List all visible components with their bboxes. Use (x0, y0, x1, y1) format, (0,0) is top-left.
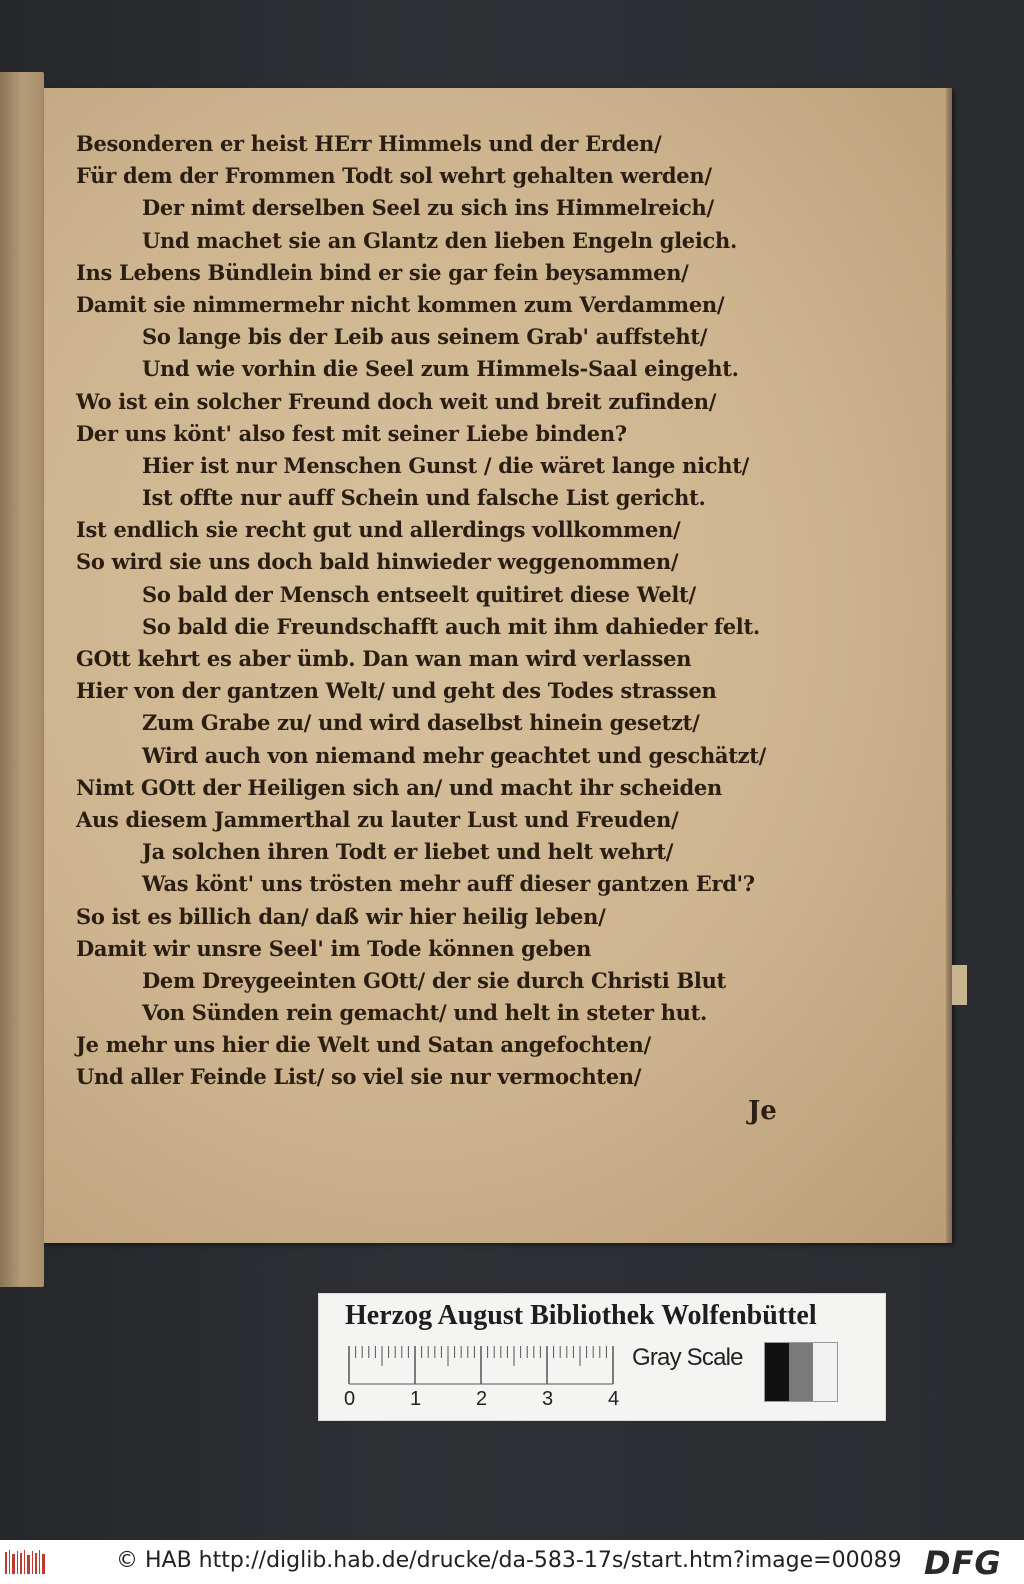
ruler-label: 3 (542, 1388, 554, 1410)
gray-scale-swatches (764, 1342, 838, 1402)
poem-line: Je mehr uns hier die Welt und Satan angefochten/ (76, 1032, 651, 1058)
poem-line: So bald der Mensch entseelt quitiret diese Welt/ (142, 581, 696, 607)
poem-line: So bald die Freundschafft auch mit ihm dahieder felt. (142, 613, 760, 639)
poem-line: Ins Lebens Bündlein bind er sie gar fein beysammen/ (76, 259, 689, 285)
poem-line: Von Sünden rein gemacht/ und helt in steter hut. (142, 1000, 708, 1026)
poem-line: So wird sie uns doch bald hinwieder weggenommen/ (76, 549, 679, 575)
poem-line: Für dem der Frommen Todt sol wehrt gehalten werden/ (76, 163, 712, 189)
poem-line: Zum Grabe zu/ und wird daselbst hinein gesetzt/ (142, 710, 700, 736)
poem-line: Der uns könt' also fest mit seiner Liebe binden? (76, 420, 627, 446)
poem-line: Ja solchen ihren Todt er liebet und helt wehrt/ (142, 839, 674, 865)
poem-line: GOtt kehrt es aber ümb. Dan wan man wird verlassen (76, 646, 692, 671)
library-name: Herzog August Bibliothek Wolfenbüttel (345, 1300, 817, 1331)
gray-scale-label: Gray Scale (632, 1344, 743, 1371)
dfg-logo: DFG (924, 1544, 1002, 1582)
barcode-icon (4, 1548, 46, 1576)
poem-text (76, 128, 796, 1094)
poem-line: Nimt GOtt der Heiligen sich an/ und macht ihr scheiden (76, 774, 722, 800)
color-reference-card (318, 1293, 886, 1421)
page-tab (952, 965, 967, 1005)
scale-ruler (345, 1344, 615, 1388)
poem-line: So lange bis der Leib aus seinem Grab' auffsteht/ (142, 324, 708, 350)
poem-line: Was könt' uns trösten mehr auff dieser gantzen Erd'? (142, 871, 755, 897)
facing-page-edge (0, 72, 44, 1287)
poem-line: Ist endlich sie recht gut und allerdings vollkommen/ (76, 517, 681, 543)
poem-line: Hier ist nur Menschen Gunst / die wäret lange nicht/ (142, 452, 749, 478)
poem-line: Dem Dreygeeinten GOtt/ der sie durch Christi Blut (142, 967, 726, 993)
ruler-label: 2 (476, 1388, 488, 1410)
poem-line: Damit sie nimmermehr nicht kommen zum Verdammen/ (76, 291, 725, 317)
footer-bar (0, 1540, 1024, 1584)
poem-line: Ist offte nur auff Schein und falsche List gericht. (142, 485, 706, 511)
gray-swatch (789, 1343, 813, 1401)
poem-line: Damit wir unsre Seel' im Tode können geben (76, 935, 592, 961)
poem-line: Und aller Feinde List/ so viel sie nur vermochten/ (76, 1064, 642, 1090)
poem-line: Und wie vorhin die Seel zum Himmels-Saal eingeht. (142, 356, 739, 382)
ruler-label: 1 (410, 1388, 422, 1410)
poem-line: Besonderen er heist HErr Himmels und der Erden/ (76, 131, 662, 156)
page-right-edge (946, 88, 952, 1243)
poem-line: Und machet sie an Glantz den lieben Engeln gleich. (142, 227, 738, 253)
ruler-label: 4 (608, 1388, 620, 1410)
poem-line: Wo ist ein solcher Freund doch weit und breit zufinden/ (76, 388, 717, 414)
gray-swatch (813, 1343, 837, 1401)
copyright-url[interactable]: © HAB http://diglib.hab.de/drucke/da-583-17s/start.htm?image=00089 (116, 1548, 902, 1573)
ruler-label: 0 (344, 1388, 356, 1410)
poem-line: So ist es billich dan/ daß wir hier heilig leben/ (76, 903, 606, 929)
gray-swatch (765, 1343, 789, 1401)
poem-line: Wird auch von niemand mehr geachtet und geschätzt/ (142, 742, 767, 768)
catchword: Je (748, 1096, 777, 1126)
poem-line: Aus diesem Jammerthal zu lauter Lust und Freuden/ (76, 806, 679, 832)
poem-line: Hier von der gantzen Welt/ und geht des Todes strassen (76, 678, 717, 704)
poem-line: Der nimt derselben Seel zu sich ins Himmelreich/ (142, 195, 714, 221)
